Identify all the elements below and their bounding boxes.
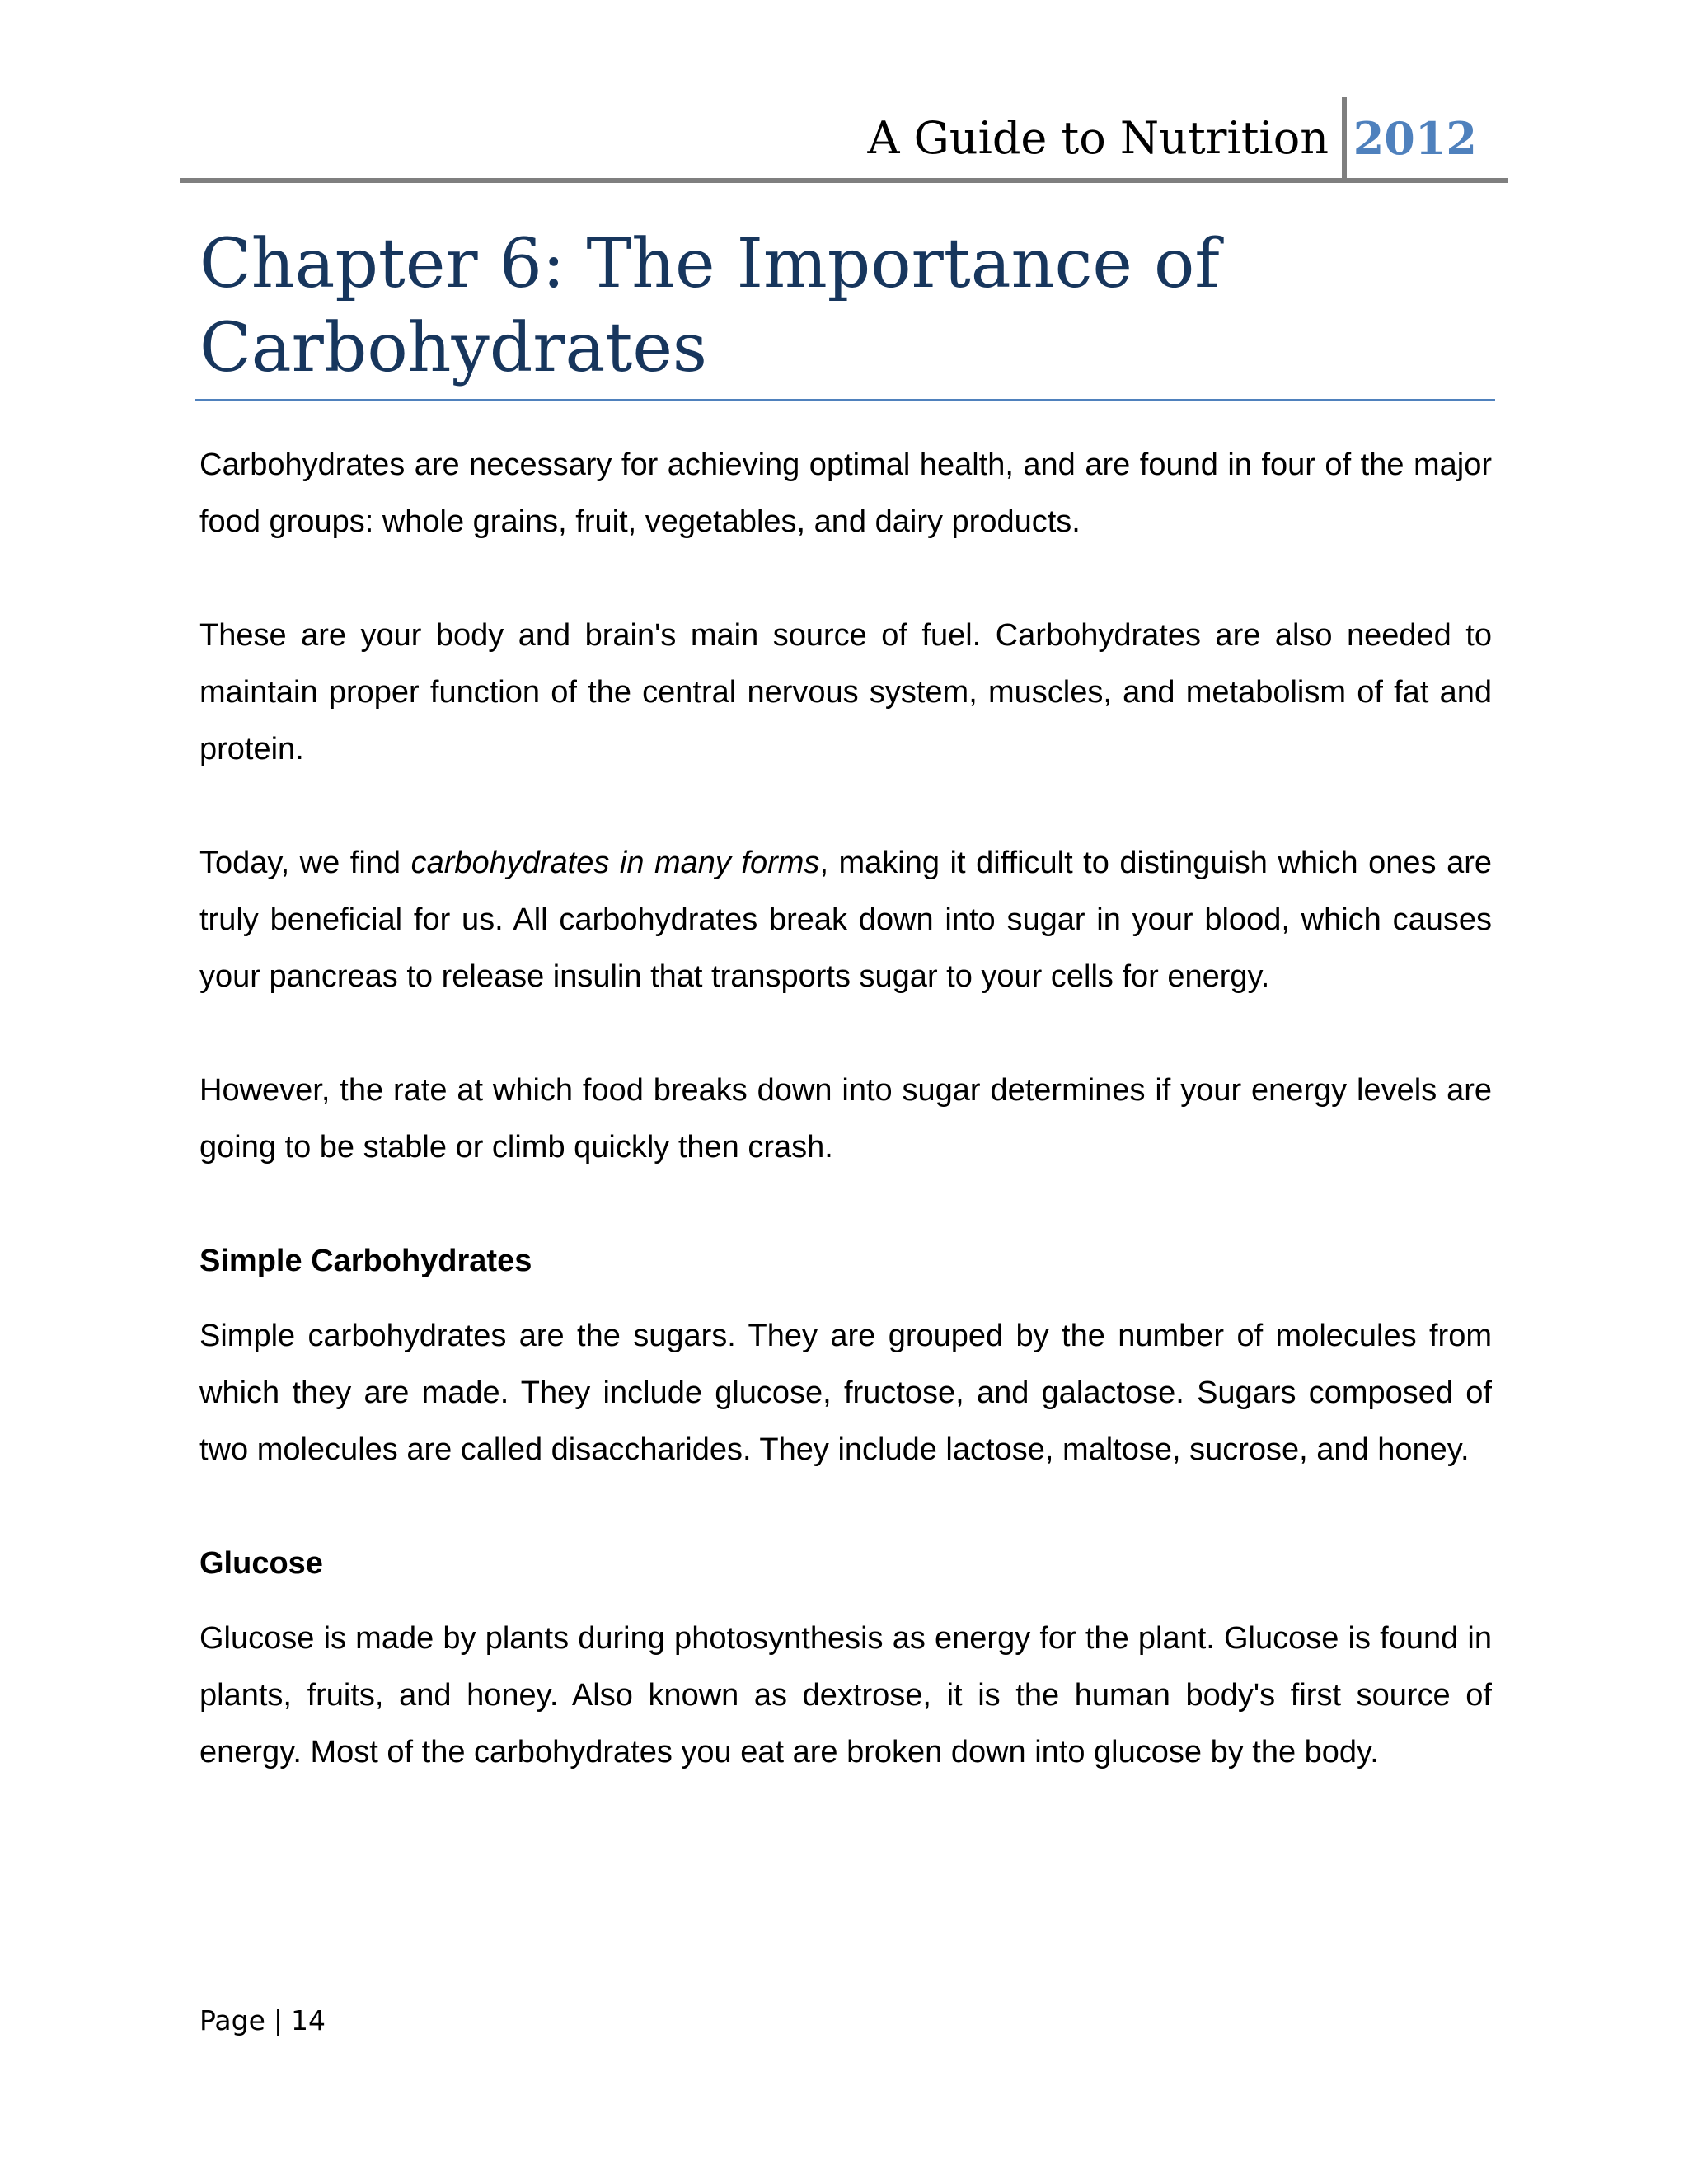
paragraph-simple-carbohydrates: Simple carbohydrates are the sugars. They are grouped by the number of molecules from which they are made. They include glucose, fructose, and galactose. Sugars composed of two molecules are called disaccharides. They include lactose, maltose, sucrose, and honey. (199, 1319, 1492, 1467)
section-heading-glucose: Glucose (199, 1546, 323, 1581)
body-text (199, 437, 1492, 1781)
paragraph-forms-end: , making it difficult to distinguish which ones are truly beneficial for us. All carbohydrates break down into sugar in your blood, which causes your pancreas to release insulin that transports sugar to your cells for energy. (199, 846, 1492, 994)
footer-page-label: Page (199, 2004, 265, 2036)
footer-page-number: 14 (291, 2004, 326, 2036)
footer-separator: | (273, 2004, 284, 2036)
chapter-title: Chapter 6: The Importance of Carbohydrates (199, 225, 1220, 387)
page-footer (199, 2001, 326, 2041)
paragraph-glucose: Glucose is made by plants during photosynthesis as energy for the plant. Glucose is found in plants, fruits, and honey. Also known as dextrose, it is the human body's first source of energy. Most of the carbohydrates you eat are broken down into glucose by the body. (199, 1621, 1492, 1769)
section-heading-simple-carbohydrates: Simple Carbohydrates (199, 1244, 532, 1278)
paragraph-forms-start: Today, we find (199, 846, 411, 880)
paragraph-forms (199, 835, 1492, 1005)
running-header (180, 97, 1508, 183)
header-title: A Guide to Nutrition (867, 112, 1329, 164)
header-divider (1342, 97, 1347, 178)
paragraph-intro: Carbohydrates are necessary for achieving optimal health, and are found in four of the major food groups: whole grains, fruit, vegetables, and dairy products. (199, 448, 1492, 539)
chapter-title-rule (195, 399, 1495, 401)
paragraph-forms-emphasis: carbohydrates in many forms (410, 846, 820, 880)
paragraph-fuel: These are your body and brain's main source of fuel. Carbohydrates are also needed to maintain proper function of the central nervous system, muscles, and metabolism of fat and protein. (199, 618, 1492, 766)
header-year: 2012 (1353, 112, 1477, 165)
paragraph-rate: However, the rate at which food breaks down into sugar determines if your energy levels are going to be stable or climb quickly then crash. (199, 1073, 1492, 1165)
